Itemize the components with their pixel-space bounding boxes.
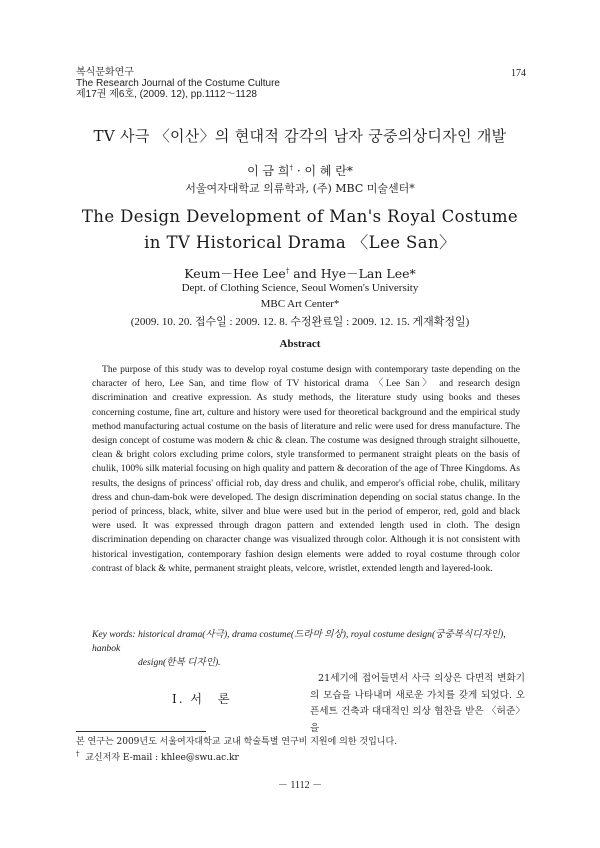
author2-ko: 이 혜 란* [304,164,353,178]
corresponding-mark: † [289,164,294,172]
footnote-divider [76,731,206,732]
keywords [92,628,520,671]
affiliation-ko: 서울여자대학교 의류학과, (주) MBC 미술센터* [185,182,415,195]
author2-en: and Hye－Lan Lee* [289,266,416,281]
author1-ko: 이 금 희 [247,164,290,178]
journal-volume: 제17권 제6호, (2009. 12), pp.1112～1128 [76,89,257,100]
footer-page-number: － 1112 － [277,780,323,791]
authors-ko [0,162,600,179]
submission-dates: (2009. 10. 20. 접수일 : 2009. 12. 8. 수정완료일 : 2009. 12. 15. 게재확정일) [130,316,470,328]
abstract-body: The purpose of this study was to develop royal costume design with contemporary taste depending on the character of hero, Lee San, and time flow of TV historical drama 〈Lee San〉 and research design discrimination and creative expression. As study methods, the literature study using books and theses concerning costume, fine art, culture and history were used for theoretical background and the empirical study method manufacturing actual costume on the basis of literature and relic were used for dress manufacture. The design concept of costume was modern & chic & clean. The costume was designed through straight silhouette, clean & bright colors excluding prime colors, style transformed to permanent straight pleats on the basis of chulik, 100% silk material focusing on high quality and pattern & decoration of the age of Three Kingdoms. As results, the designs of princess' official rob, day dress and chulik, and emperor's official robe, chulik, military dress and chun-dam-bok were developed. The design discrimination depending on social status change. In the period of princess, black, white, silver and blue were used but in the period of emperor, red, gold and black were used. It was expressed through dragon pattern and extended length used in cloth. The design discrimination depending on character change was visualized through color. Although it is not consistent with historical investigation, contemporary fashion design elements were added to royal costume through color contrast of black & white, permanent straight pleats, velcore, wristlet, extended length and layered-look. [92,364,520,574]
affiliation-en-line1: Dept. of Clothing Science, Seoul Women's University [181,282,419,294]
keywords-line1: Key words: historical drama(사극), drama costume(드라마 의상), royal costume design(궁중복식디자인), hanbok [92,629,506,655]
journal-title-en: The Research Journal of the Costume Culture [76,78,280,89]
keywords-line2: design(한복 디자인). [138,657,221,669]
corresponding-mark-en: † [285,266,290,275]
abstract-heading: Abstract [279,338,321,350]
footnote-mark: † [76,750,80,758]
author1-en: Keum－Hee Lee [184,266,286,281]
paper-title-en-line2: in TV Historical Drama 〈Lee San〉 [144,233,456,252]
section-heading: Ⅰ. 서 론 [172,692,232,706]
intro-paragraph: 21세기에 접어들면서 사극 의상은 다면적 변화기의 모습을 나타내며 새로운 가치를 갖게 되었다. 오픈세트 건축과 대대적인 의상 협찬을 받은 〈허준〉을 [310,673,525,734]
footnote-email: 교신저자 E-mail : khlee@swu.ac.kr [85,753,239,763]
footnote-funding: 본 연구는 2009년도 서울여자대학교 교내 학술특별 연구비 지원에 의한 것입니다. [76,737,398,747]
authors-en [0,264,600,282]
affiliation-en-line2: MBC Art Center* [260,298,340,310]
footnote-contact [76,749,239,764]
author-separator: · [293,164,305,178]
page-number: 174 [511,68,526,79]
paper-title-en-line1: The Design Development of Man's Royal Costume [81,207,519,226]
paper-title-ko: TV 사극 〈이산〉의 현대적 감각의 남자 궁중의상디자인 개발 [93,127,507,145]
journal-title-ko: 복식문화연구 [76,67,134,78]
